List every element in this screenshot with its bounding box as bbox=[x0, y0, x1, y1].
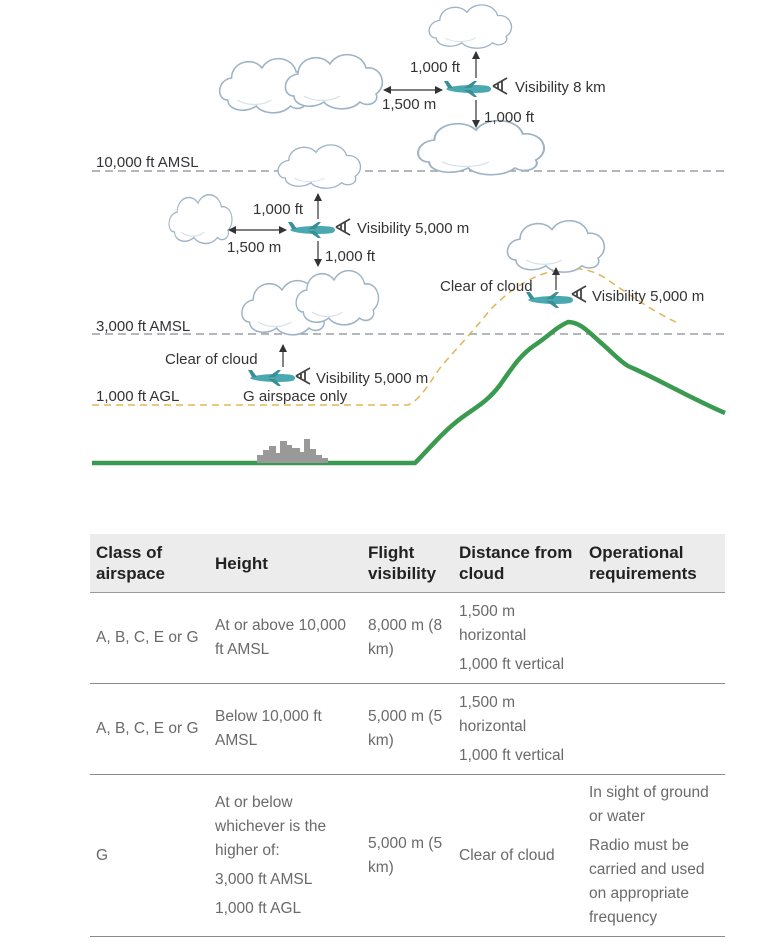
middle-visibility: Visibility 5,000 m bbox=[357, 220, 470, 237]
mountain-clear: Clear of cloud bbox=[440, 278, 533, 295]
middle-vertical-below: 1,000 ft bbox=[325, 248, 376, 265]
cell-visibility: 8,000 m (8 km) bbox=[362, 593, 453, 684]
cell-class: G bbox=[90, 775, 209, 937]
height-condition: At or below whichever is the higher of: bbox=[215, 793, 327, 859]
eye-mountain-icon bbox=[572, 286, 586, 302]
cell-height bbox=[209, 775, 362, 937]
cell-visibility: 5,000 m (5 km) bbox=[362, 684, 453, 775]
table-row bbox=[90, 593, 725, 684]
terrain-line bbox=[92, 322, 725, 463]
cell-height: Below 10,000 ft AMSL bbox=[209, 684, 362, 775]
cloud-mid-top bbox=[278, 145, 360, 188]
aircraft-middle-icon bbox=[288, 222, 335, 238]
distance-horizontal: 1,500 m horizontal bbox=[459, 602, 527, 644]
middle-vertical-above: 1,000 ft bbox=[253, 201, 304, 218]
header-operational: Operational requirements bbox=[583, 534, 725, 593]
lower-visibility: Visibility 5,000 m bbox=[316, 370, 429, 387]
operational-radio: Radio must be carried and used on appropriate frequency bbox=[589, 837, 705, 926]
cell-distance bbox=[453, 593, 583, 684]
height-amsl: 3,000 ft AMSL bbox=[215, 870, 313, 888]
mountain-visibility: Visibility 5,000 m bbox=[592, 288, 705, 305]
header-visibility: Flight visibility bbox=[362, 534, 453, 593]
upper-vertical-below: 1,000 ft bbox=[484, 109, 535, 126]
label-3000-amsl: 3,000 ft AMSL bbox=[96, 318, 191, 335]
cell-distance bbox=[453, 684, 583, 775]
eye-middle-icon bbox=[336, 219, 350, 235]
cloud-mid-left bbox=[169, 195, 232, 244]
cloud-mountain bbox=[507, 221, 604, 272]
cell-operational bbox=[583, 684, 725, 775]
cloud-upper-right bbox=[418, 121, 544, 175]
vfr-minima-table bbox=[90, 534, 725, 937]
aircraft-lower-icon bbox=[248, 370, 295, 386]
table-row bbox=[90, 775, 725, 937]
header-class: Class of airspace bbox=[90, 534, 209, 593]
cell-operational bbox=[583, 775, 725, 937]
cloud-lower-2 bbox=[296, 271, 378, 325]
cell-class: A, B, C, E or G bbox=[90, 593, 209, 684]
cloud-top bbox=[429, 5, 511, 48]
label-1000-agl: 1,000 ft AGL bbox=[96, 388, 180, 405]
lower-note: G airspace only bbox=[243, 388, 348, 405]
header-distance: Distance from cloud bbox=[453, 534, 583, 593]
aircraft-mountain-icon bbox=[526, 292, 573, 308]
eye-lower-icon bbox=[296, 368, 310, 384]
table-header-row bbox=[90, 534, 725, 593]
cell-height: At or above 10,000 ft AMSL bbox=[209, 593, 362, 684]
operational-sight: In sight of ground or water bbox=[589, 784, 709, 825]
distance-vertical: 1,000 ft vertical bbox=[459, 655, 565, 673]
upper-visibility: Visibility 8 km bbox=[515, 79, 606, 96]
table-row bbox=[90, 684, 725, 775]
height-agl: 1,000 ft AGL bbox=[215, 899, 302, 917]
distance-vertical: 1,000 ft vertical bbox=[459, 746, 565, 764]
cell-distance: Clear of cloud bbox=[453, 775, 583, 937]
city-icon bbox=[257, 439, 328, 463]
cell-operational bbox=[583, 593, 725, 684]
label-10000-amsl: 10,000 ft AMSL bbox=[96, 154, 199, 171]
distance-horizontal: 1,500 m horizontal bbox=[459, 693, 527, 735]
upper-horizontal: 1,500 m bbox=[382, 96, 437, 113]
upper-vertical-above: 1,000 ft bbox=[410, 59, 461, 76]
cell-visibility: 5,000 m (5 km) bbox=[362, 775, 453, 937]
header-height: Height bbox=[209, 534, 362, 593]
middle-horizontal: 1,500 m bbox=[227, 239, 282, 256]
cloud-upper-left-2 bbox=[285, 55, 382, 109]
lower-clear: Clear of cloud bbox=[165, 351, 258, 368]
cell-class: A, B, C, E or G bbox=[90, 684, 209, 775]
aircraft-upper-icon bbox=[444, 81, 491, 97]
eye-upper-icon bbox=[493, 78, 507, 94]
